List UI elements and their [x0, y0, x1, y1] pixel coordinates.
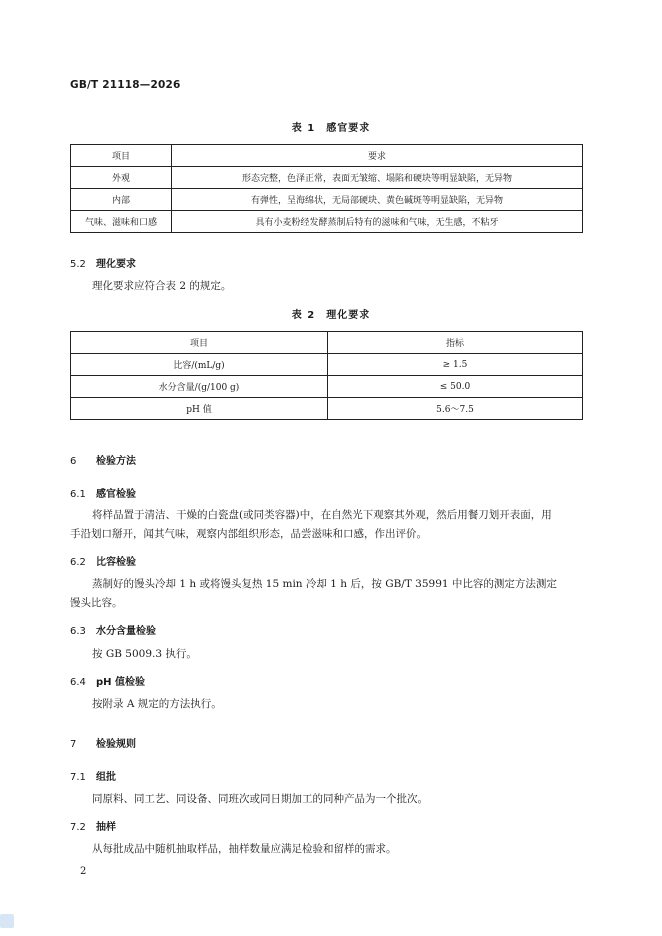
table-row — [71, 189, 583, 211]
section-heading-6-2 — [70, 553, 136, 568]
table1-cell: 内部 — [71, 189, 172, 211]
section-title: 感官检验 — [96, 489, 136, 500]
section-heading-6-3 — [70, 622, 156, 637]
table2-header-index: 指标 — [328, 332, 583, 354]
table2-cell: 5.6～7.5 — [328, 398, 583, 420]
section-number: 7.1 — [70, 772, 86, 783]
page-number: 2 — [80, 866, 87, 877]
section-title: 比容检验 — [96, 557, 136, 568]
section-number: 6.4 — [70, 677, 86, 688]
section-title: 理化要求 — [96, 259, 136, 270]
section-title: 组批 — [96, 772, 116, 783]
section-body-6-4: 按附录 A 规定的方法执行。 — [92, 698, 222, 710]
section-title: 检验规则 — [96, 739, 136, 750]
section-number: 7.2 — [70, 822, 86, 833]
section-body-6-2-line-2: 馒头比容。 — [70, 597, 123, 609]
table1-cell: 有弹性，呈海绵状，无局部硬块、黄色碱斑等明显缺陷，无异物 — [172, 189, 583, 211]
table2-cell: 比容/(mL/g) — [71, 354, 328, 376]
table2-cell: pH 值 — [71, 398, 328, 420]
section-heading-7-2 — [70, 818, 116, 833]
section-number: 6.1 — [70, 489, 86, 500]
section-heading-6-1 — [70, 485, 136, 500]
section-number: 7 — [70, 739, 77, 750]
table2-header-item: 项目 — [71, 332, 328, 354]
table2-caption: 表 2 理化要求 — [291, 310, 371, 321]
table1-cell: 气味、滋味和口感 — [71, 211, 172, 233]
section-title: 抽样 — [96, 822, 116, 833]
table-row — [71, 398, 583, 420]
table2-cell: 水分含量/(g/100 g) — [71, 376, 328, 398]
table-row — [71, 376, 583, 398]
table-row — [71, 211, 583, 233]
table1-caption: 表 1 感官要求 — [291, 123, 371, 134]
section-title: 水分含量检验 — [96, 626, 156, 637]
section-body-6-3: 按 GB 5009.3 执行。 — [92, 648, 197, 660]
section-body-7-2: 从每批成品中随机抽取样品，抽样数量应满足检验和留样的需求。 — [92, 843, 397, 855]
section-number: 5.2 — [70, 259, 86, 270]
section-heading-5-2 — [70, 255, 136, 270]
table2 — [70, 331, 583, 420]
table1-cell: 具有小麦粉经发酵蒸制后特有的滋味和气味，无生感，不粘牙 — [172, 211, 583, 233]
section-heading-6-4 — [70, 673, 145, 688]
section-heading-6 — [70, 452, 136, 467]
standard-number: GB/T 21118—2026 — [70, 79, 181, 91]
section-title: pH 值检验 — [96, 677, 146, 688]
table2-cell: ≥ 1.5 — [328, 354, 583, 376]
section-number: 6 — [70, 456, 77, 467]
section-body-7-1: 同原料、同工艺、同设备、同班次或同日期加工的同种产品为一个批次。 — [92, 793, 428, 805]
table2-cell: ≤ 50.0 — [328, 376, 583, 398]
table1-cell: 外观 — [71, 167, 172, 189]
table-row — [71, 354, 583, 376]
table-row — [71, 167, 583, 189]
table1-header-item: 项目 — [71, 145, 172, 167]
section-body-6-1-line-2: 手沿划口掰开，闻其气味，观察内部组织形态，品尝滋味和口感，作出评价。 — [70, 528, 427, 540]
section-heading-7-1 — [70, 768, 116, 783]
section-body-6-2-line-1: 蒸制好的馒头冷却 1 h 或将馒头复热 15 min 冷却 1 h 后，按 GB/T 35991 中比容的测定方法测定 — [92, 578, 557, 590]
table1-cell: 形态完整，色泽正常，表面无皱缩、塌陷和硬块等明显缺陷，无异物 — [172, 167, 583, 189]
section-body-6-1-line-1: 将样品置于清洁、干燥的白瓷盘(或同类容器)中，在自然光下观察其外观，然后用餐刀划开表面，用 — [92, 509, 552, 521]
table1-header-row — [71, 145, 583, 167]
table2-header-row — [71, 332, 583, 354]
viewer-badge-icon — [0, 914, 14, 928]
section-body-5-2: 理化要求应符合表 2 的规定。 — [92, 280, 232, 292]
section-title: 检验方法 — [96, 456, 136, 467]
section-heading-7 — [70, 735, 136, 750]
table1 — [70, 144, 583, 233]
section-number: 6.2 — [70, 557, 86, 568]
section-number: 6.3 — [70, 626, 86, 637]
table1-header-requirement: 要求 — [172, 145, 583, 167]
